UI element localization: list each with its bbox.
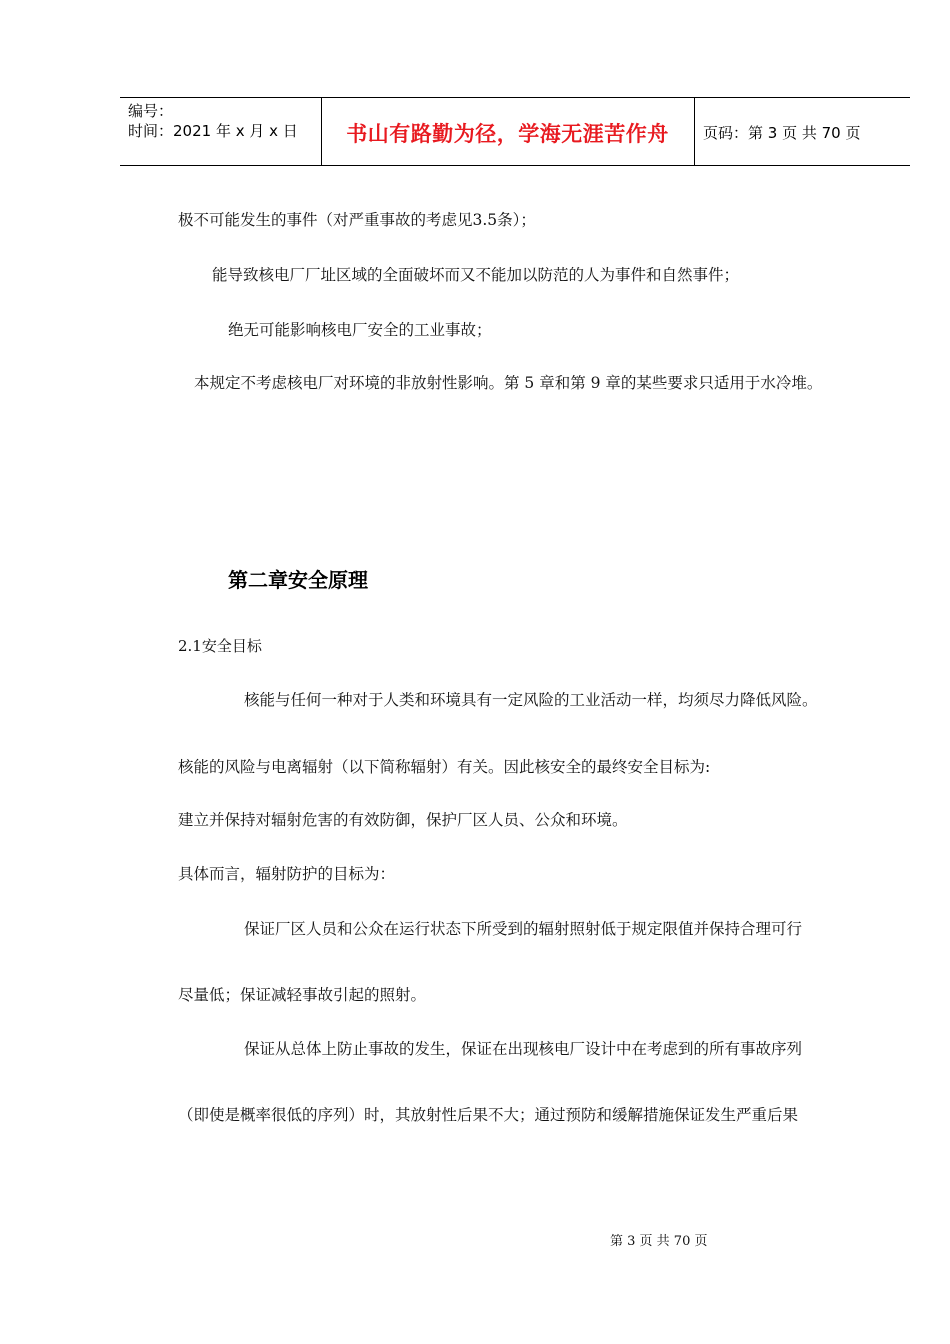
header-motto-cell xyxy=(321,98,695,165)
body-line: 极不可能发生的事件（对严重事故的考虑见3.5条）； xyxy=(178,211,536,229)
chapter-heading: 第二章安全原理 xyxy=(228,568,368,592)
body-paragraph: 核能的风险与电离辐射（以下简称辐射）有关。因此核安全的最终安全目标为: xyxy=(178,758,711,776)
document-number-label: 编号： xyxy=(128,102,174,120)
header-page-number: 页码：第 3 页 共 70 页 xyxy=(703,124,861,142)
document-time-label: 时间：2021 年 x 月 x 日 xyxy=(128,122,298,140)
body-line: 绝无可能影响核电厂安全的工业事故； xyxy=(228,321,492,339)
body-paragraph: （即使是概率很低的序列）时，其放射性后果不大；通过预防和缓解措施保证发生严重后果 xyxy=(178,1106,799,1124)
section-title: 2.1安全目标 xyxy=(178,637,262,655)
header-meta-cell xyxy=(120,98,322,165)
body-paragraph: 具体而言，辐射防护的目标为： xyxy=(178,865,396,883)
body-line: 本规定不考虑核电厂对环境的非放射性影响。第 5 章和第 9 章的某些要求只适用于水冷堆。 xyxy=(194,374,823,392)
body-paragraph: 保证从总体上防止事故的发生，保证在出现核电厂设计中在考虑到的所有事故序列 xyxy=(244,1040,803,1058)
page-footer: 第 3 页 共 70 页 xyxy=(610,1234,708,1249)
body-paragraph: 尽量低；保证减轻事故引起的照射。 xyxy=(178,986,427,1004)
body-paragraph: 核能与任何一种对于人类和环境具有一定风险的工业活动一样，均须尽力降低风险。 xyxy=(244,691,818,709)
header-page-cell xyxy=(695,98,910,165)
body-paragraph: 保证厂区人员和公众在运行状态下所受到的辐射照射低于规定限值并保持合理可行 xyxy=(244,920,803,938)
page-header xyxy=(120,97,910,166)
body-paragraph: 建立并保持对辐射危害的有效防御，保护厂区人员、公众和环境。 xyxy=(178,811,628,829)
header-motto: 书山有路勤为径，学海无涯苦作舟 xyxy=(346,122,669,146)
body-line: 能导致核电厂厂址区域的全面破坏而又不能加以防范的人为事件和自然事件； xyxy=(212,266,740,284)
